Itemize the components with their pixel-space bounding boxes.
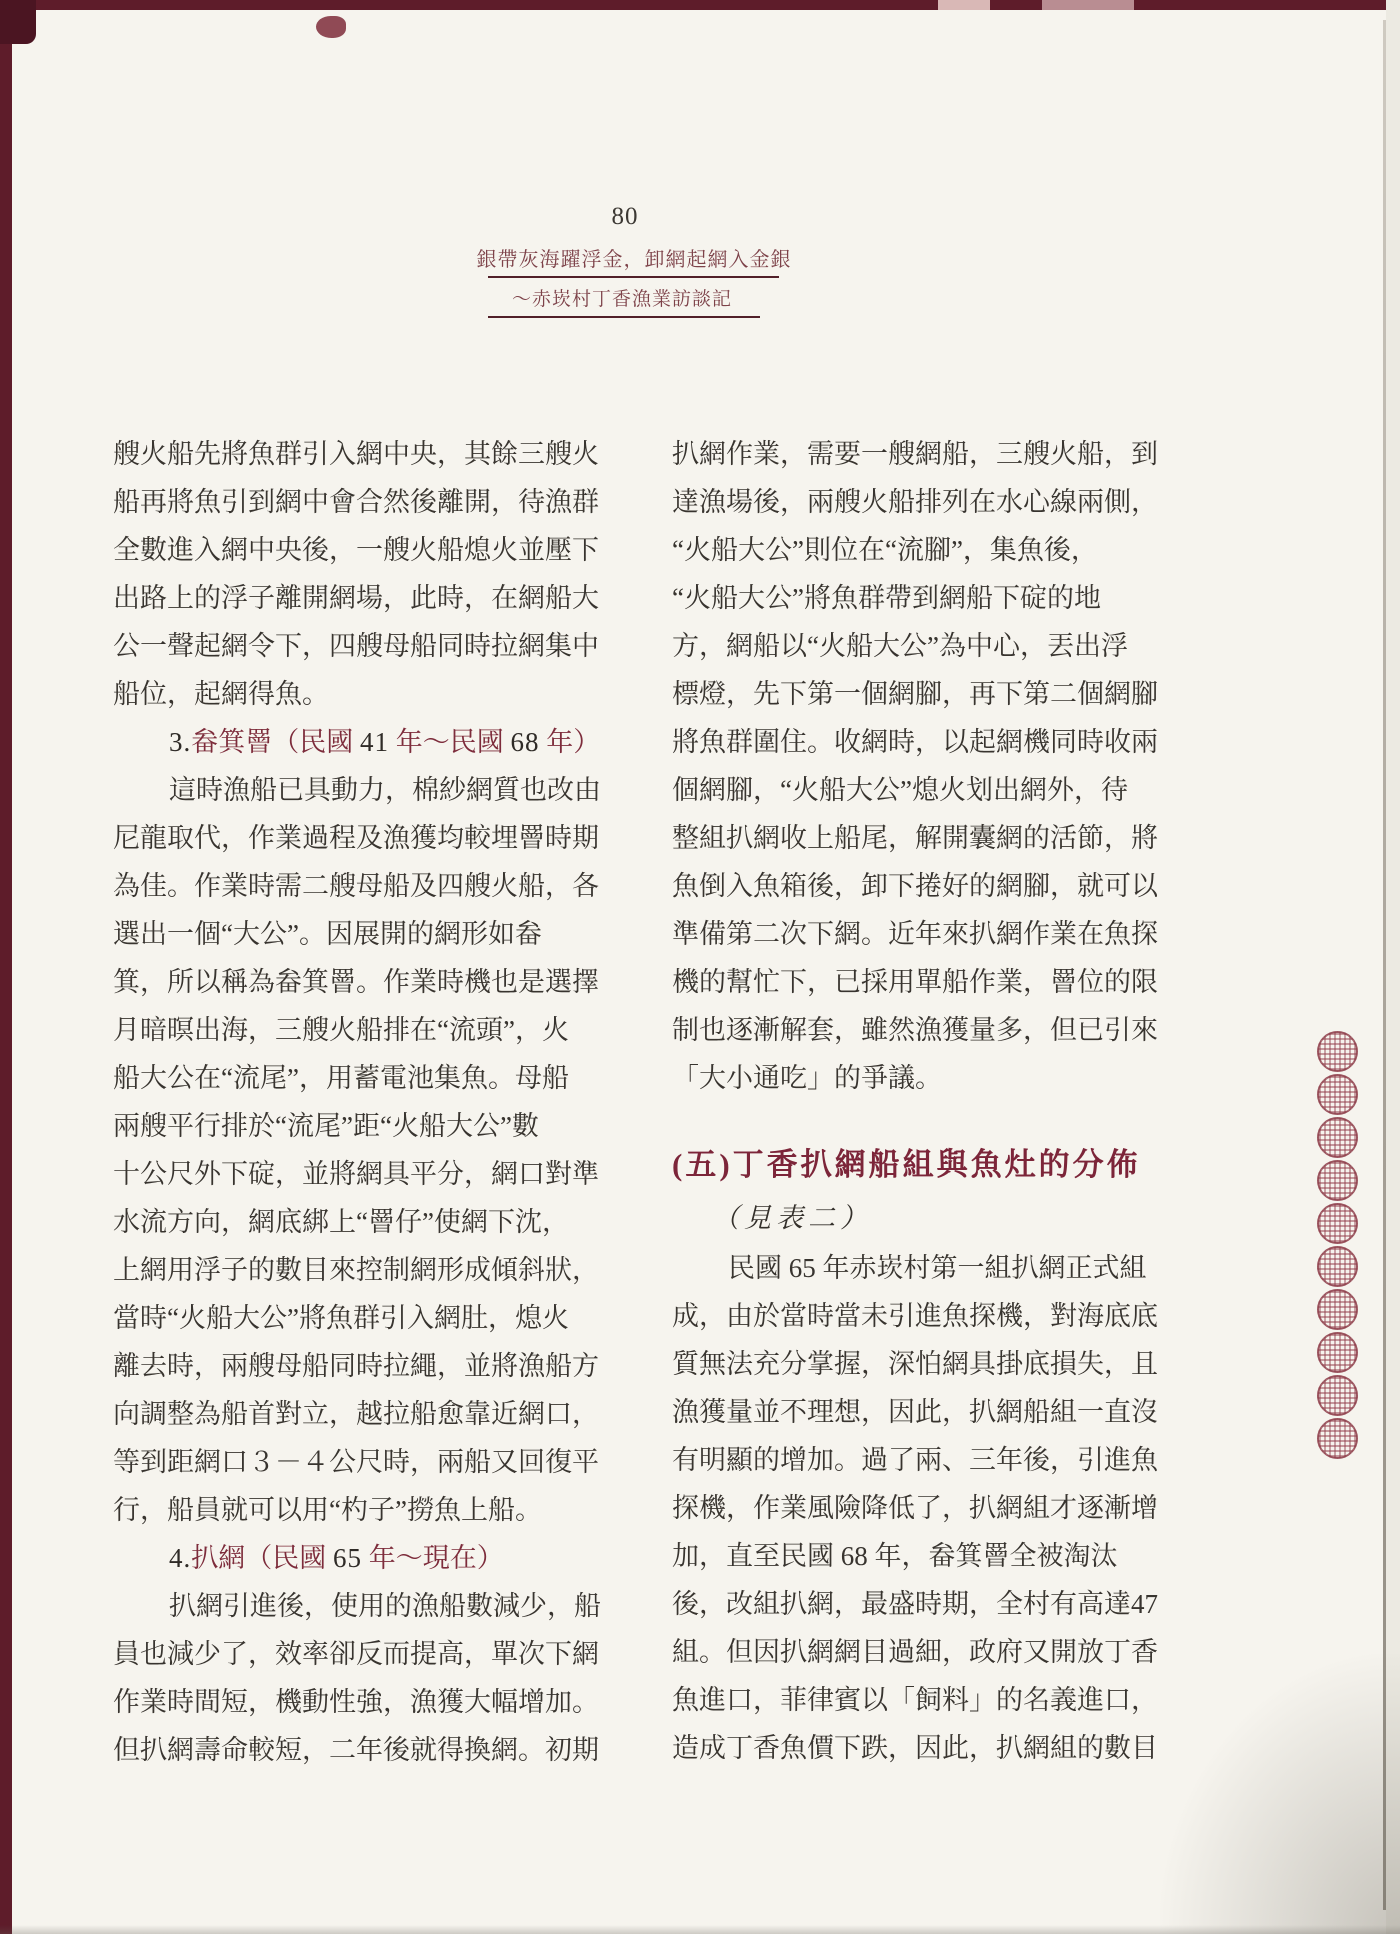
right-column [672,430,1212,1772]
text-line: 水流方向，網底綁上“罾仔”使網下沈， [113,1207,569,1237]
page-number: 80 [611,203,639,230]
seal-stamp-icon [1317,1246,1358,1287]
text-line: 出路上的浮子離開網場，此時，在網船大 [113,583,599,613]
page-edge-margin [1386,0,1400,1934]
text-line: 扒網引進後，使用的漁船數減少，船 [169,1591,601,1621]
doc-title: 銀帶灰海躍浮金，卸網起網入金銀 [476,249,792,271]
left-column [113,430,613,1774]
text-line: 月暗暝出海，三艘火船排在“流頭”，火 [113,1015,569,1045]
text-line: 船再將魚引到網中會合然後離開，待漁群 [113,487,599,517]
text-line: 魚倒入魚箱後，卸下捲好的網腳，就可以 [672,871,1158,901]
text-line: 但扒網壽命較短，二年後就得換網。初期 [113,1735,599,1765]
seal-stamp-icon [1317,1418,1358,1459]
text-line: 當時“火船大公”將魚群引入網肚，熄火 [113,1303,569,1333]
scan-border-patch [1042,0,1134,10]
text-line: “火船大公”則位在“流腳”，集魚後， [672,535,1098,565]
doc-subtitle: ～赤崁村丁香漁業訪談記 [511,289,733,310]
text-line: 十公尺外下碇，並將網具平分，網口對準 [113,1159,599,1189]
scan-ink-blob [316,16,346,38]
text-line: 員也減少了，效率卻反而提高，單次下網 [113,1639,599,1669]
text-line: 後，改組扒網，最盛時期，全村有高達47 [672,1589,1158,1619]
text-line: 作業時間短，機動性強，漁獲大幅增加。 [113,1687,599,1717]
seal-stamp-icon [1317,1289,1358,1330]
text-line: 兩艘平行排於“流尾”距“火船大公”數 [113,1111,539,1141]
text-line: 漁獲量並不理想，因此，扒網船組一直沒 [672,1397,1158,1427]
scan-border-left [0,0,12,1934]
text-line: 選出一個“大公”。因展開的網形如畚 [113,919,542,949]
text-line: 等到距網口３－４公尺時，兩船又回復平 [113,1447,599,1477]
text-line: 艘火船先將魚群引入網中央，其餘三艘火 [113,439,599,469]
text-line: 船大公在“流尾”，用蓄電池集魚。母船 [113,1063,569,1093]
text-line: 加，直至民國 68 年，畚箕罾全被淘汰 [672,1541,1118,1571]
seal-stamp-icon [1317,1203,1358,1244]
text-line: 全數進入網中央後，一艘火船熄火並壓下 [113,535,599,565]
text-line: 造成丁香魚價下跌，因此，扒網組的數目 [672,1733,1158,1763]
numbered-heading [113,1534,613,1582]
text-line: 這時漁船已具動力，棉紗網質也改由 [169,775,601,805]
heading-text: 扒網（民國 [191,1543,333,1573]
text-line: 有明顯的增加。過了兩、三年後，引進魚 [672,1445,1158,1475]
seal-stamp-icon [1317,1332,1358,1373]
text-line: 行，船員就可以用“杓子”撈魚上船。 [113,1495,542,1525]
text-line: 機的幫忙下，已採用單船作業，罾位的限 [672,967,1158,997]
scan-border-top [0,0,1400,10]
seal-stamp-column [1317,1031,1359,1461]
text-line: 民國 65 年赤崁村第一組扒網正式組 [728,1253,1147,1283]
title-underline [488,276,779,278]
text-line: 「大小通吃」的爭議。 [672,1063,942,1093]
text-line: 將魚群圍住。收網時，以起網機同時收兩 [672,727,1158,757]
text-line: 準備第二次下網。近年來扒網作業在魚探 [672,919,1158,949]
text-line: 標燈，先下第一個網腳，再下第二個網腳 [672,679,1158,709]
text-line: 向調整為船首對立，越拉船愈靠近網口， [113,1399,599,1429]
scan-shadow-bottom [0,1925,1400,1934]
text-line: 達漁場後，兩艘火船排列在水心線兩側， [672,487,1158,517]
table-reference-note: （見表二） [712,1203,872,1233]
seal-stamp-icon [1317,1375,1358,1416]
scan-corner-top-left [0,0,36,44]
text-line: 扒網作業，需要一艘網船，三艘火船，到 [672,439,1158,469]
seal-stamp-icon [1317,1031,1358,1072]
heading-numeral: 65 [333,1543,362,1573]
text-line: 為佳。作業時需二艘母船及四艘火船，各 [113,871,599,901]
text-line: 方，網船以“火船大公”為中心，丟出浮 [672,631,1128,661]
heading-text: 畚箕罾（民國 [191,727,360,757]
seal-stamp-icon [1317,1074,1358,1115]
text-line: 整組扒網收上船尾，解開囊網的活節，將 [672,823,1158,853]
seal-stamp-icon [1317,1160,1358,1201]
heading-text: 年） [539,727,601,757]
text-line: 尼龍取代，作業過程及漁獲均較埋罾時期 [113,823,599,853]
heading-text: 年～民國 [389,727,511,757]
text-line: 船位，起網得魚。 [113,679,329,709]
section-heading: (五)丁香扒網船組與魚灶的分佈 [672,1147,1141,1182]
scan-border-notch [938,0,990,10]
text-line: “火船大公”將魚群帶到網船下碇的地 [672,583,1101,613]
heading-numeral: 3. [169,727,192,757]
text-line: 探機，作業風險降低了，扒網組才逐漸增 [672,1493,1158,1523]
text-line: 個網腳，“火船大公”熄火划出網外，待 [672,775,1128,805]
heading-numeral: 68 [510,727,540,757]
subtitle-underline [488,316,760,318]
text-line: 組。但因扒網網目過細，政府又開放丁香 [672,1637,1158,1667]
numbered-heading [113,718,613,766]
heading-numeral: 41 [360,727,389,757]
heading-text: 年～現在） [362,1543,504,1573]
text-line: 魚進口，菲律賓以「飼料」的名義進口， [672,1685,1158,1715]
heading-numeral: 4. [169,1543,192,1573]
text-line: 上網用浮子的數目來控制網形成傾斜狀， [113,1255,599,1285]
seal-stamp-icon [1317,1117,1358,1158]
text-line: 制也逐漸解套，雖然漁獲量多，但已引來 [672,1015,1158,1045]
text-line: 公一聲起網令下，四艘母船同時拉網集中 [113,631,599,661]
text-line: 成，由於當時當未引進魚探機，對海底底 [672,1301,1158,1331]
text-line: 離去時，兩艘母船同時拉繩，並將漁船方 [113,1351,599,1381]
text-line: 質無法充分掌握，深怕網具掛底損失，且 [672,1349,1158,1379]
text-line: 箕，所以稱為畚箕罾。作業時機也是選擇 [113,967,599,997]
paragraph-gap [672,1102,1212,1140]
